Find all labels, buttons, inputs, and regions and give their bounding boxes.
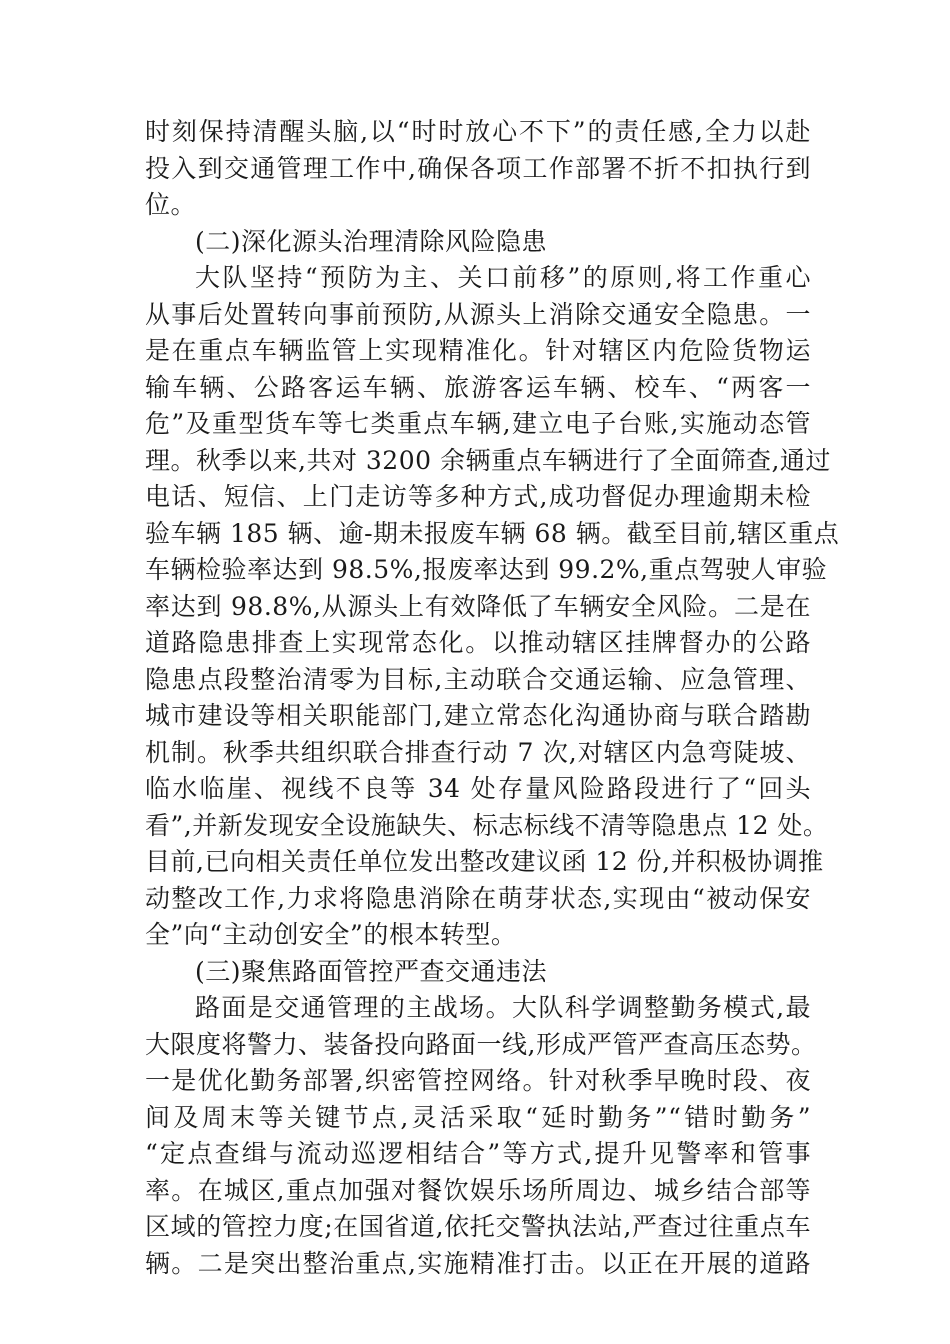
text-line: 大限度将警力、装备投向路面一线,形成严管严查高压态势。 bbox=[145, 1029, 817, 1059]
text-line: 从事后处置转向事前预防,从源头上消除交通安全隐患。一 bbox=[145, 299, 811, 329]
text-line: 城市建设等相关职能部门,建立常态化沟通协商与联合踏勘 bbox=[145, 701, 811, 730]
document-body bbox=[145, 114, 840, 1282]
section-heading: (三)聚焦路面管控严查交通违法 bbox=[195, 956, 548, 986]
text-line: 辆。二是突出整治重点,实施精准打击。以正在开展的道路 bbox=[145, 1248, 811, 1278]
text-line: 率达到 98.8%,从源头上有效降低了车辆安全风险。二是在 bbox=[145, 591, 811, 621]
text-line: 率。在城区,重点加强对餐饮娱乐场所周边、城乡结合部等 bbox=[145, 1175, 811, 1205]
text-line: 路面是交通管理的主战场。大队科学调整勤务模式,最 bbox=[195, 993, 811, 1022]
text-line: 是在重点车辆监管上实现精准化。针对辖区内危险货物运 bbox=[145, 336, 811, 365]
text-line: 间及周末等关键节点,灵活采取“延时勤务”“错时勤务” bbox=[145, 1102, 811, 1132]
text-line: 车辆检验率达到 98.5%,报废率达到 99.2%,重点驾驶人审验 bbox=[145, 555, 828, 584]
text-line: 理。秋季以来,共对 3200 余辆重点车辆进行了全面筛查,通过 bbox=[145, 445, 831, 475]
paragraph-continuation bbox=[145, 114, 811, 224]
text-line: 电话、短信、上门走访等多种方式,成功督促办理逾期未检 bbox=[145, 482, 811, 511]
section-heading-3 bbox=[145, 954, 811, 991]
text-line: 临水临崖、视线不良等 34 处存量风险路段进行了“回头 bbox=[145, 774, 811, 803]
text-line: 机制。秋季共组织联合排查行动 7 次,对辖区内急弯陡坡、 bbox=[145, 737, 811, 767]
text-line: 位。 bbox=[145, 190, 197, 219]
text-line: 大队坚持“预防为主、关口前移”的原则,将工作重心 bbox=[195, 263, 811, 292]
text-line: 全”向“主动创安全”的根本转型。 bbox=[145, 920, 517, 949]
text-line: 隐患点段整治清零为目标,主动联合交通运输、应急管理、 bbox=[145, 664, 811, 694]
paragraph-source-governance bbox=[145, 260, 840, 954]
text-line: 动整改工作,力求将隐患消除在萌芽状态,实现由“被动保安 bbox=[145, 883, 811, 913]
text-line: 看”,并新发现安全设施缺失、标志标线不清等隐患点 12 处。 bbox=[145, 810, 829, 840]
text-line: 目前,已向相关责任单位发出整改建议函 12 份,并积极协调推 bbox=[145, 847, 824, 876]
section-heading: (二)深化源头治理清除风险隐患 bbox=[195, 226, 548, 256]
text-line: 一是优化勤务部署,织密管控网络。针对秋季早晚时段、夜 bbox=[145, 1066, 811, 1095]
text-line: 危”及重型货车等七类重点车辆,建立电子台账,实施动态管 bbox=[145, 409, 811, 438]
text-line: 验车辆 185 辆、逾-期未报废车辆 68 辆。截至目前,辖区重点 bbox=[145, 518, 840, 548]
text-line: 区域的管控力度;在国省道,依托交警执法站,严查过往重点车 bbox=[145, 1212, 811, 1241]
section-heading-2 bbox=[145, 224, 811, 261]
paragraph-road-control bbox=[145, 990, 817, 1282]
text-line: 时刻保持清醒头脑,以“时时放心不下”的责任感,全力以赴 bbox=[145, 117, 811, 146]
text-line: “定点查缉与流动巡逻相结合”等方式,提升见警率和管事 bbox=[145, 1139, 811, 1168]
text-line: 道路隐患排查上实现常态化。以推动辖区挂牌督办的公路 bbox=[145, 628, 811, 657]
text-line: 投入到交通管理工作中,确保各项工作部署不折不扣执行到 bbox=[145, 153, 811, 183]
text-line: 输车辆、公路客运车辆、旅游客运车辆、校车、“两客一 bbox=[145, 372, 811, 402]
